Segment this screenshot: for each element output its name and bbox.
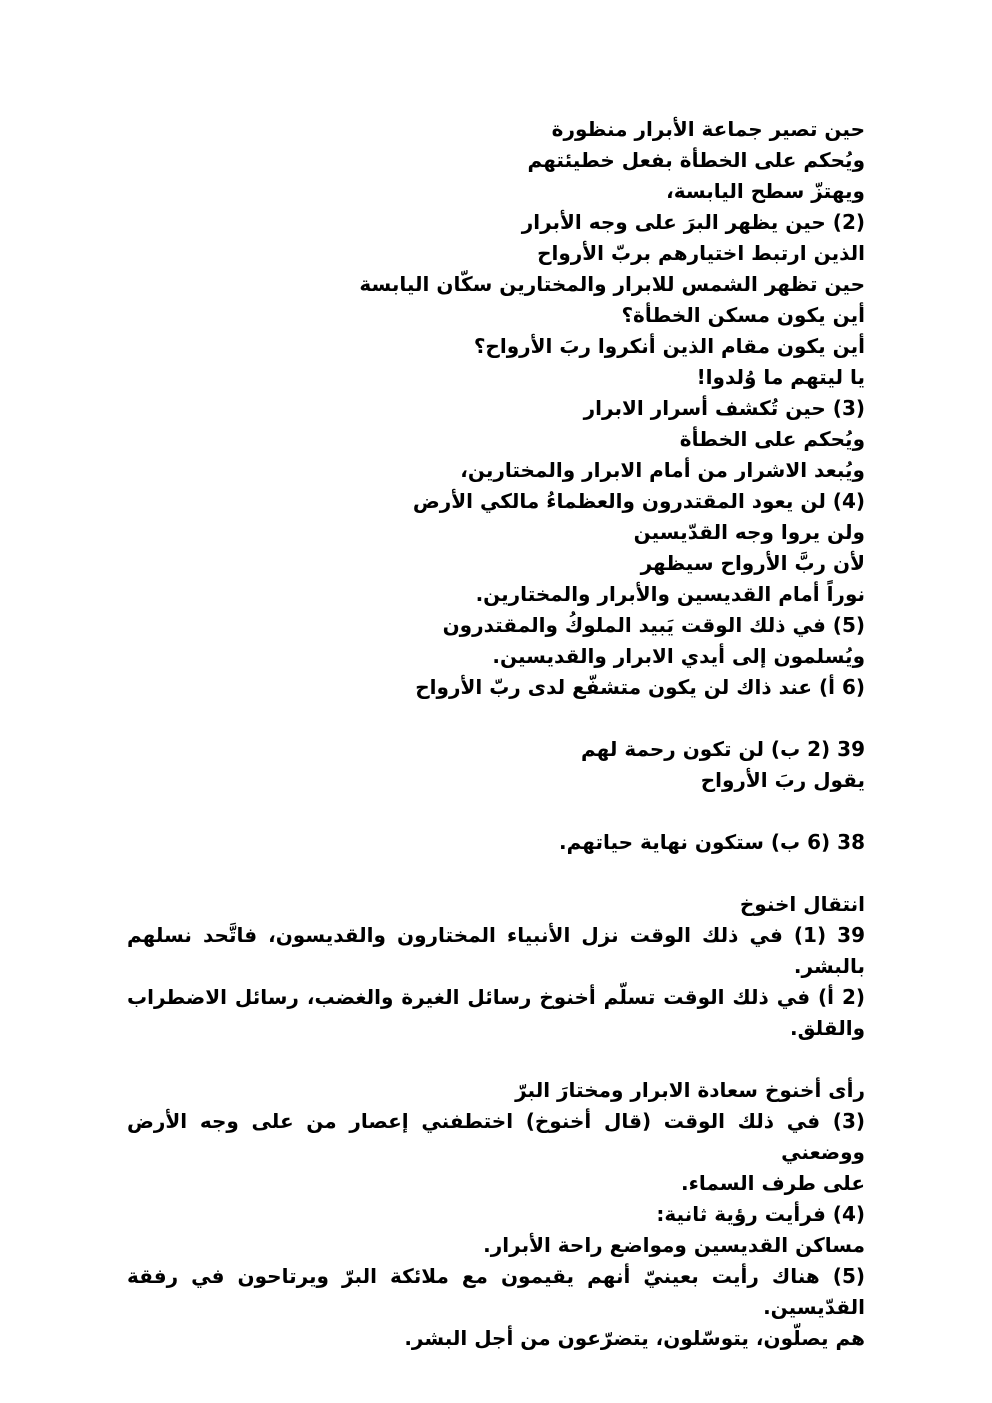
text-line: والقلق.: [790, 1016, 865, 1040]
text-line: 39 (2 ب) لن تكون رحمة لهم: [580, 737, 865, 761]
text-line: رأى أخنوخ سعادة الابرار ومختارَ البرّ: [515, 1078, 865, 1102]
text-line: انتقال اخنوخ: [739, 892, 865, 916]
text-line: أين يكون مسكن الخطأة؟: [621, 303, 865, 327]
text-line: ويُحكم على الخطأة بفعل خطيئتهم: [527, 148, 865, 172]
text-line: حين تظهر الشمس للابرار والمختارين سكّان اليابسة: [359, 272, 865, 296]
text-line: ويهتزّ سطح اليابسة،: [666, 179, 865, 203]
blank-line: [127, 796, 865, 827]
text-line: (5) في ذلك الوقت يَبيد الملوكُ والمقتدرون: [442, 613, 865, 637]
text-line: الذين ارتبط اختيارهم بربّ الأرواح: [537, 241, 865, 265]
text-line: أين يكون مقام الذين أنكروا ربَ الأرواح؟: [473, 334, 865, 358]
text-line: (3) حين تُكشف أسرار الابرار: [583, 396, 865, 420]
text-line: حين تصير جماعة الأبرار منظورة: [551, 117, 865, 141]
text-line: (3) في ذلك الوقت (قال أخنوخ) اختطفني إعصار من على وجه الأرض ووضعني: [127, 1109, 865, 1164]
text-line: ويُسلمون إلى أيدي الابرار والقديسين.: [492, 644, 865, 668]
blank-line: [127, 703, 865, 734]
text-line: (5) هناك رأيت بعينيّ أنهم يقيمون مع ملائكة البرّ ويرتاحون في رفقة القدّيسين.: [127, 1264, 865, 1319]
document-text: [127, 114, 865, 1354]
text-line: يقول ربَ الأرواح: [700, 768, 865, 792]
text-line: 39 (1) في ذلك الوقت نزل الأنبياء المختارون والقديسون، فاتَّحد نسلهم بالبشر.: [127, 923, 865, 978]
text-line: ويُبعد الاشرار من أمام الابرار والمختارين،: [460, 458, 865, 482]
text-line: (2) حين يظهر البرَ على وجه الأبرار: [521, 210, 865, 234]
text-line: (2 أ) في ذلك الوقت تسلّم أخنوخ رسائل الغيرة والغضب، رسائل الاضطراب: [127, 985, 865, 1009]
text-line: (4) فرأيت رؤية ثانية:: [656, 1202, 865, 1226]
text-line: هم يصلّون، يتوسّلون، يتضرّعون من أجل البشر.: [404, 1326, 865, 1350]
text-line: لأن ربَّ الأرواح سيظهر: [640, 551, 865, 575]
text-line: يا ليتهم ما وُلدوا!: [696, 365, 865, 389]
text-line: (4) لن يعود المقتدرون والعظماءُ مالكي الأرض: [412, 489, 865, 513]
text-line: على طرف السماء.: [681, 1171, 865, 1195]
text-line: نوراً أمام القديسين والأبرار والمختارين.: [475, 582, 865, 606]
blank-line: [127, 1044, 865, 1075]
text-line: ويُحكم على الخطأة: [679, 427, 865, 451]
text-line: ولن يروا وجه القدّيسين: [633, 520, 865, 544]
blank-line: [127, 858, 865, 889]
text-line: 38 (6 ب) ستكون نهاية حياتهم.: [559, 830, 865, 854]
text-line: مساكن القديسين ومواضع راحة الأبرار.: [483, 1233, 865, 1257]
text-line: (6 أ) عند ذاك لن يكون متشفّع لدى ربّ الأرواح: [415, 675, 865, 699]
